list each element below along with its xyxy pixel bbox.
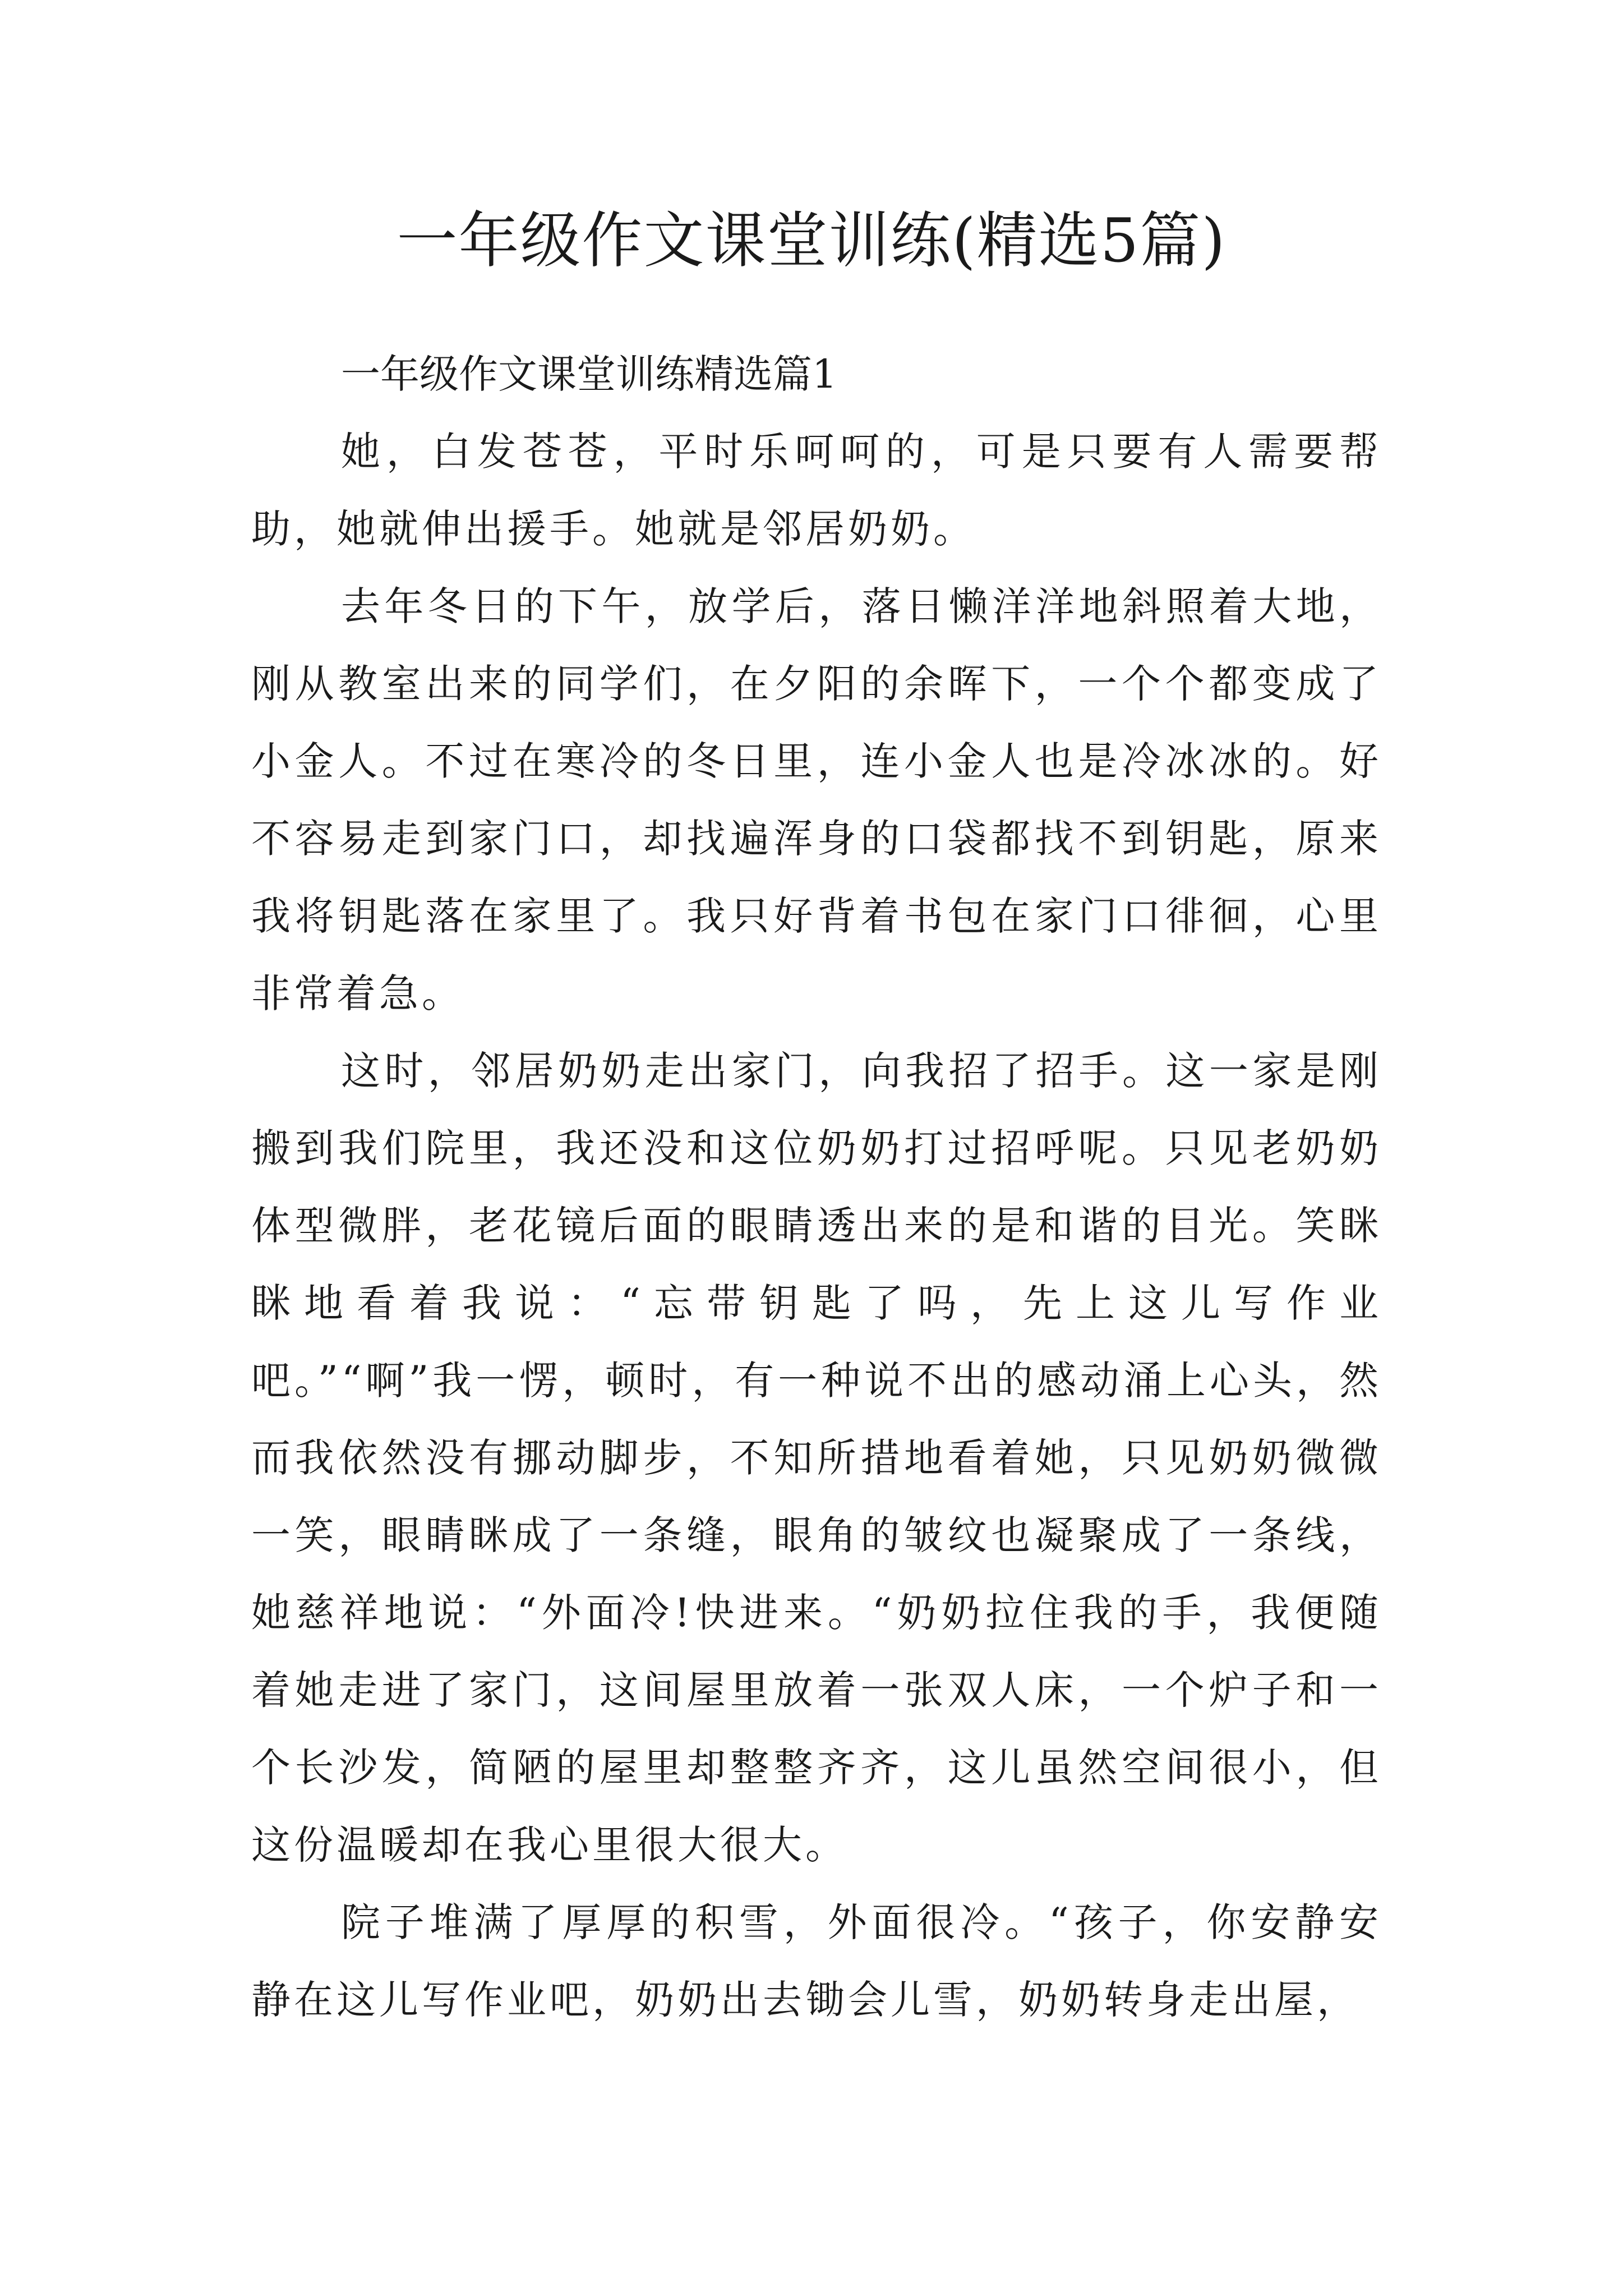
section-heading: 一年级作文课堂训练精选篇1 bbox=[341, 351, 837, 397]
paragraph-2: 去年冬日的下午，放学后，落日懒洋洋地斜照着大地，刚从教室出来的同学们，在夕阳的余晖下，一个个都变成了小金人。不过在寒冷的冬日里，连小金人也是冷冰冰的。好不容易走到家门口，却找遍浑身的口袋都找不到钥匙，原来我将钥匙落在家里了。我只好背着书包在家门口徘徊，心里非常着急。 bbox=[251, 583, 1382, 1016]
document-body bbox=[251, 335, 1382, 2039]
document-title: 一年级作文课堂训练(精选5篇) bbox=[396, 206, 1227, 276]
paragraph-4: 院子堆满了厚厚的积雪，外面很冷。“孩子，你安静安静在这儿写作业吧，奶奶出去锄会儿雪，奶奶转身走出屋， bbox=[251, 1899, 1382, 2023]
paragraph-3: 这时，邻居奶奶走出家门，向我招了招手。这一家是刚搬到我们院里，我还没和这位奶奶打过招呼呢。只见老奶奶体型微胖，老花镜后面的眼睛透出来的是和谐的目光。笑眯眯地看着我说：“忘带钥匙了吗，先上这儿写作业吧。”“啊”我一愣，顿时，有一种说不出的感动涌上心头，然而我依然没有挪动脚步，不知所措地看着她，只见奶奶微微一笑，眼睛眯成了一条缝，眼角的皱纹也凝聚成了一条线，她慈祥地说：“外面冷!快进来。“奶奶拉住我的手，我便随着她走进了家门，这间屋里放着一张双人床，一个炉子和一个长沙发，简陋的屋里却整整齐齐，这儿虽然空间很小，但这份温暖却在我心里很大很大。 bbox=[251, 1048, 1382, 1868]
paragraph-1: 她，白发苍苍，平时乐呵呵的，可是只要有人需要帮助，她就伸出援手。她就是邻居奶奶。 bbox=[251, 429, 1382, 552]
